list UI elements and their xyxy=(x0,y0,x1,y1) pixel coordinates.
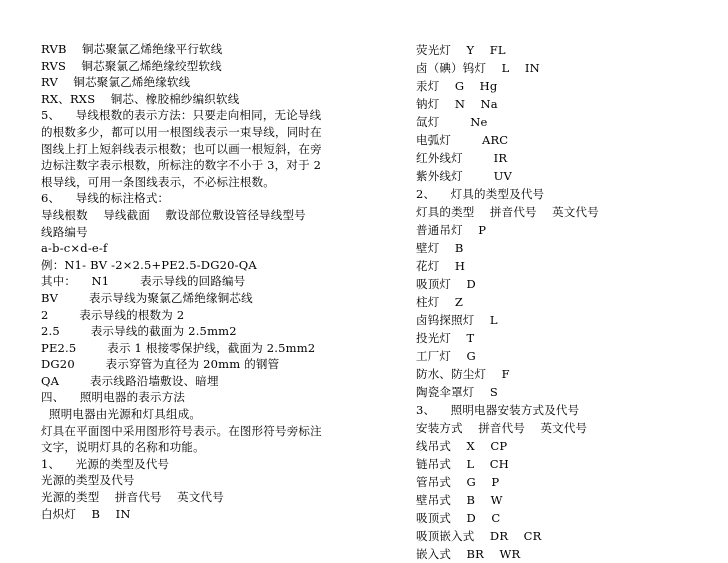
text-line: 花灯 H xyxy=(416,259,466,273)
text-line: 其中： N1 表示导线的回路编号 xyxy=(41,274,246,289)
text-line: 白炽灯 B IN xyxy=(41,506,131,521)
text-line: 电弧灯 ARC xyxy=(416,133,509,147)
text-line: a-b-c×d-e-f xyxy=(41,241,108,256)
text-line: 光源的类型及代号 xyxy=(41,473,135,488)
text-line: 钠灯 N Na xyxy=(416,97,498,111)
text-line: 工厂灯 G xyxy=(416,349,476,363)
text-line: 红外线灯 IR xyxy=(416,151,508,165)
text-line: RVB 铜芯聚氯乙烯绝缘平行软线 xyxy=(41,42,223,56)
text-line: 导线根数 导线截面 敷设部位敷设管径导线型号 xyxy=(41,207,306,222)
text-line: 5、 导线根数的表示方法：只要走向相同，无论导线 xyxy=(41,108,322,123)
text-line: 边标注数字表示根数，所标注的数字不小于 3，对于 2 xyxy=(41,158,322,173)
text-line: 的根数多少，都可以用一根图线表示一束导线，同时在 xyxy=(41,124,322,139)
text-line: BV 表示导线为聚氯乙烯绝缘铜芯线 xyxy=(41,290,253,305)
right-text-column xyxy=(416,41,716,563)
text-line: 6、 导线的标注格式： xyxy=(41,191,170,206)
text-line: 壁吊式 B W xyxy=(416,493,503,507)
text-line: 紫外线灯 UV xyxy=(416,169,513,183)
text-line: QA 表示线路沿墙敷设、暗埋 xyxy=(41,373,219,388)
text-line: 防水、防尘灯 F xyxy=(416,367,510,381)
left-text-column xyxy=(41,41,386,522)
text-line: 链吊式 L CH xyxy=(416,457,510,471)
text-line: 氙灯 Ne xyxy=(416,115,488,129)
text-line: 灯具的类型 拼音代号 英文代号 xyxy=(416,205,599,219)
text-line: 管吊式 G P xyxy=(416,475,500,489)
text-line: 线吊式 X CP xyxy=(416,439,508,453)
text-line: 文字，说明灯具的名称和功能。 xyxy=(41,440,205,455)
text-line: 卤（碘）钨灯 L IN xyxy=(416,61,540,75)
text-line: 卤钨探照灯 L xyxy=(416,313,498,327)
text-line: 普通吊灯 P xyxy=(416,223,487,237)
text-line: 吸顶灯 D xyxy=(416,277,476,291)
text-line: 投光灯 T xyxy=(416,331,475,345)
text-line: 汞灯 G Hg xyxy=(416,79,498,93)
text-line: 例：N1- BV -2×2.5+PE2.5-DG20-QA xyxy=(41,257,257,272)
text-line: 嵌入式 BR WR xyxy=(416,547,521,561)
text-line: 陶瓷伞罩灯 S xyxy=(416,385,498,399)
text-line: 光源的类型 拼音代号 英文代号 xyxy=(41,490,224,505)
text-line: 2.5 表示导线的截面为 2.5mm2 xyxy=(41,324,237,339)
text-line: RV 铜芯聚氯乙烯绝缘软线 xyxy=(41,75,191,90)
text-line: 灯具在平面图中采用图形符号表示。在图形符号旁标注 xyxy=(41,423,322,438)
text-line: DG20 表示穿管为直径为 20mm 的钢管 xyxy=(41,357,280,372)
text-line: 图线上打上短斜线表示根数；也可以画一根短斜，在旁 xyxy=(41,141,322,156)
text-line: 吸顶嵌入式 DR CR xyxy=(416,529,542,543)
text-line: PE2.5 表示 1 根接零保护线，截面为 2.5mm2 xyxy=(41,340,316,355)
text-line: 柱灯 Z xyxy=(416,295,464,309)
text-line: 2、 灯具的类型及代号 xyxy=(416,187,545,201)
text-line: 壁灯 B xyxy=(416,241,464,255)
text-line: 安装方式 拼音代号 英文代号 xyxy=(416,421,588,435)
text-line: 吸顶式 D C xyxy=(416,511,501,525)
text-line: RVS 铜芯聚氯乙烯绝缘绞型软线 xyxy=(41,58,222,73)
text-line: 荧光灯 Y FL xyxy=(416,43,506,57)
text-line: 1、 光源的类型及代号 xyxy=(41,456,170,471)
text-line: 线路编号 xyxy=(41,224,88,239)
text-line: 照明电器由光源和灯具组成。 xyxy=(49,407,202,422)
text-line: 3、 照明电器安装方式及代号 xyxy=(416,403,580,417)
text-line: 四、 照明电器的表示方法 xyxy=(41,390,186,405)
text-line: RX、RXS 铜芯、橡胶棉纱编织软线 xyxy=(41,91,240,106)
text-line: 根导线，可用一条图线表示，不必标注根数。 xyxy=(41,174,275,189)
text-line: 2 表示导线的根数为 2 xyxy=(41,307,185,322)
